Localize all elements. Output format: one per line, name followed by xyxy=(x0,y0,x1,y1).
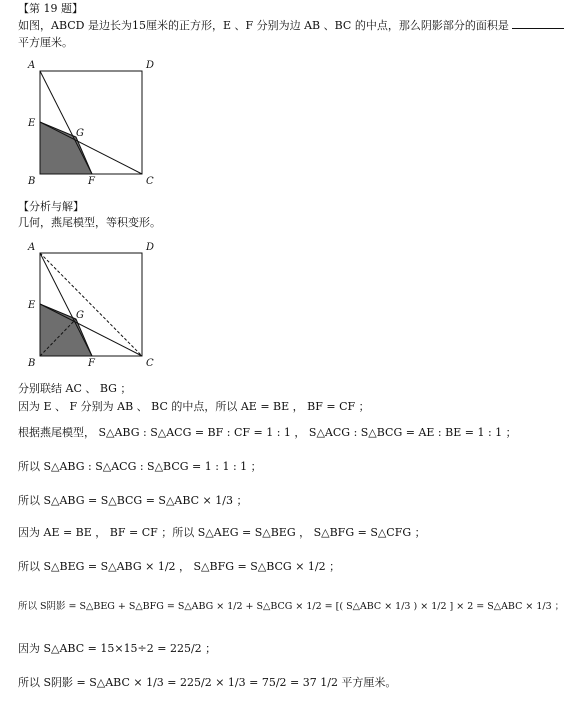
analysis-header: 【分析与解】 xyxy=(18,200,84,213)
label-e: E xyxy=(28,118,36,129)
solution-line-6: 因为 AE = BE ， BF = CF ；所以 S△AEG = S△BEG ， S△BFG = S△CFG ； xyxy=(18,526,426,539)
label-f: F xyxy=(88,176,95,187)
problem-text: 如图，ABCD 是边长为15厘米的正方形，E 、F 分别为边 AB 、BC 的中点，那么阴影部分的面积是 xyxy=(18,19,509,32)
solution-line-3: 根据燕尾模型， S△ABG : S△ACG = BF : CF = 1 : 1 ， S△ACG : S△BCG = AE : BE = 1 : 1 ； xyxy=(18,426,517,439)
label-a: A xyxy=(28,60,36,71)
label-g-2: G xyxy=(76,310,84,321)
label-b: B xyxy=(28,176,36,187)
figure-1 xyxy=(24,56,164,188)
solution-line-9: 因为 S△ABC = 15×15÷2 = 225/2 ； xyxy=(18,642,217,655)
solution-line-10: 所以 S阴影 = S△ABC × 1/3 = 225/2 × 1/3 = 75/2 = 37 1/2 平方厘米。 xyxy=(18,676,397,689)
solution-line-2: 因为 E 、 F 分别为 AB 、 BC 的中点，所以 AE = BE ， BF = CF ； xyxy=(18,400,370,413)
solution-line-4: 所以 S△ABG : S△ACG : S△BCG = 1 : 1 : 1 ； xyxy=(18,460,262,473)
problem-line-2: 平方厘米。 xyxy=(18,36,73,49)
label-g: G xyxy=(76,128,84,139)
label-d: D xyxy=(146,60,155,71)
label-c-2: C xyxy=(146,358,154,369)
label-c: C xyxy=(146,176,154,187)
label-b-2: B xyxy=(28,358,36,369)
shaded-region xyxy=(40,122,92,174)
figure-2 xyxy=(24,238,164,370)
label-d-2: D xyxy=(146,242,155,253)
solution-line-1: 分别联结 AC 、 BG ； xyxy=(18,382,132,395)
analysis-topic: 几何，燕尾模型，等积变形。 xyxy=(18,216,161,229)
solution-line-5: 所以 S△ABG = S△BCG = S△ABC × 1/3 ； xyxy=(18,494,248,507)
label-f-2: F xyxy=(88,358,95,369)
solution-line-8: 所以 S阴影 = S△BEG + S△BFG = S△ABG × 1/2 + S△BCG × 1/2 = [( S△ABC × 1/3 ) × 1/2 ] × 2 = S△ABC × 1/3 ； xyxy=(18,601,565,612)
label-a-2: A xyxy=(28,242,36,253)
label-e-2: E xyxy=(28,300,36,311)
problem-line-1 xyxy=(18,18,564,33)
solution-line-7: 所以 S△BEG = S△ABG × 1/2 ， S△BFG = S△BCG × 1/2 ； xyxy=(18,560,341,573)
answer-blank xyxy=(512,18,564,29)
problem-header: 【第 19 题】 xyxy=(18,2,83,15)
